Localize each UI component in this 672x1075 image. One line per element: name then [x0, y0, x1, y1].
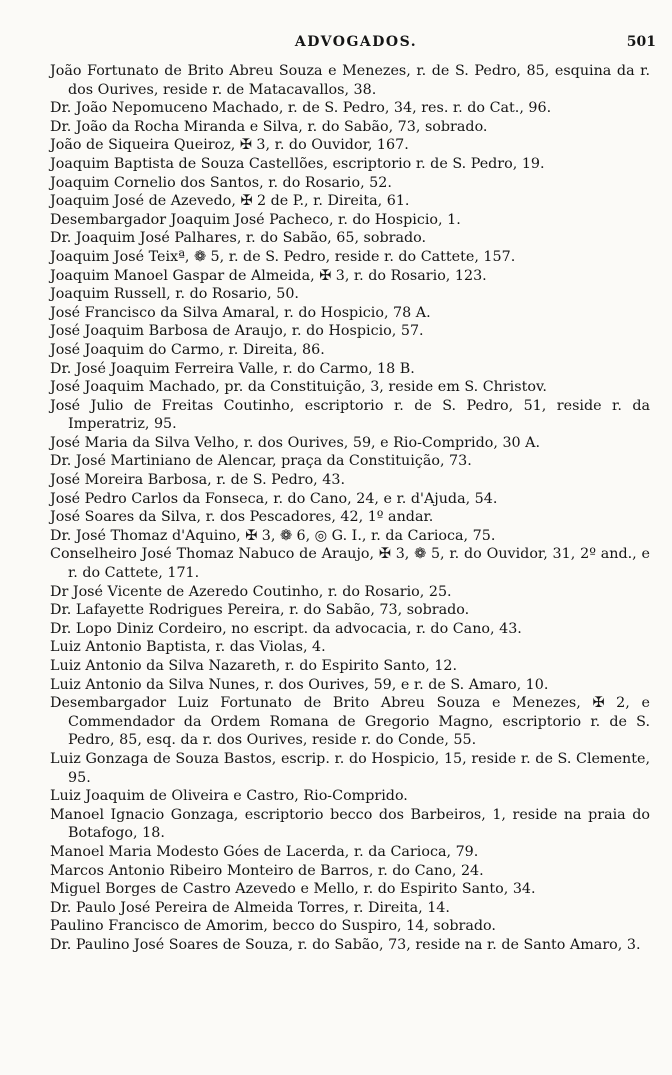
- list-item: José Joaquim Barbosa de Araujo, r. do Hospicio, 57.: [50, 323, 424, 340]
- list-item: Miguel Borges de Castro Azevedo e Mello, r. do Espirito Santo, 34.: [50, 881, 536, 898]
- list-item: José Francisco da Silva Amaral, r. do Hospicio, 78 A.: [50, 304, 431, 321]
- list-item: Luiz Joaquim de Oliveira e Castro, Rio-Comprido.: [50, 788, 408, 805]
- section-title: ADVOGADOS.: [294, 34, 418, 50]
- list-item: Dr. José Joaquim Ferreira Valle, r. do Carmo, 18 B.: [50, 360, 415, 377]
- list-item: Luiz Antonio da Silva Nunes, r. dos Ourives, 59, e r. de S. Amaro, 10.: [50, 676, 549, 693]
- page-header: [50, 34, 656, 56]
- lawyer-list: [50, 62, 650, 955]
- list-item: José Moreira Barbosa, r. de S. Pedro, 43.: [50, 472, 346, 489]
- list-item: João Fortunato de Brito Abreu Souza e Menezes, r. de S. Pedro, 85, esquina da r. dos Ourives, reside r. de Matacavallos, 38.: [50, 63, 650, 98]
- list-item: Conselheiro José Thomaz Nabuco de Araujo, ✠ 3, ❁ 5, r. do Ouvidor, 31, 2º and., e r. do Cattete, 171.: [50, 546, 650, 582]
- list-item: Luiz Antonio Baptista, r. das Violas, 4.: [50, 639, 326, 656]
- list-item: Manoel Maria Modesto Góes de Lacerda, r. da Carioca, 79.: [50, 843, 479, 860]
- list-item: José Joaquim do Carmo, r. Direita, 86.: [50, 341, 325, 358]
- list-item: Dr. Lopo Diniz Cordeiro, no escript. da advocacia, r. do Cano, 43.: [50, 620, 522, 637]
- list-item: Joaquim Cornelio dos Santos, r. do Rosario, 52.: [50, 174, 392, 191]
- list-item: Dr. João da Rocha Miranda e Silva, r. do Sabão, 73, sobrado.: [50, 118, 488, 135]
- list-item: Paulino Francisco de Amorim, becco do Suspiro, 14, sobrado.: [50, 918, 496, 935]
- list-item: Luiz Antonio da Silva Nazareth, r. do Espirito Santo, 12.: [50, 658, 458, 674]
- list-item: Desembargador Joaquim José Pacheco, r. do Hospicio, 1.: [50, 211, 461, 228]
- list-item: Dr. João Nepomuceno Machado, r. de S. Pedro, 34, res. r. do Cat., 96.: [50, 100, 552, 117]
- list-item: Joaquim José Teixª, ❁ 5, r. de S. Pedro, reside r. do Cattete, 157.: [50, 248, 516, 265]
- list-item: Joaquim Baptista de Souza Castellões, escriptorio r. de S. Pedro, 19.: [50, 155, 545, 172]
- directory-page: [50, 34, 656, 955]
- list-item: José Soares da Silva, r. dos Pescadores, 42, 1º andar.: [50, 509, 434, 526]
- list-item: Dr. Paulo José Pereira de Almeida Torres, r. Direita, 14.: [50, 899, 450, 916]
- list-item: Dr. José Thomaz d'Aquino, ✠ 3, ❁ 6, ◎ G. I., r. da Carioca, 75.: [50, 527, 496, 544]
- list-item: José Julio de Freitas Coutinho, escriptorio r. de S. Pedro, 51, reside r. da Imperatriz, 95.: [50, 397, 650, 433]
- list-item: Joaquim Russell, r. do Rosario, 50.: [50, 286, 299, 303]
- list-item: José Maria da Silva Velho, r. dos Ourives, 59, e Rio-Comprido, 30 A.: [50, 434, 541, 451]
- list-item: José Joaquim Machado, pr. da Constituição, 3, reside em S. Christov.: [50, 379, 547, 396]
- list-item: Dr. Lafayette Rodrigues Pereira, r. do Sabão, 73, sobrado.: [50, 602, 470, 619]
- list-item: Desembargador Luiz Fortunato de Brito Abreu Souza e Menezes, ✠ 2, e Commendador da Ordem Romana de Gregorio Magno, escriptorio r. de S. Pedro, 85, esq. da r. dos Ourives, reside r. do Conde, 55.: [50, 695, 650, 749]
- list-item: Dr José Vicente de Azeredo Coutinho, r. do Rosario, 25.: [50, 583, 452, 600]
- list-item: Dr. Paulino José Soares de Souza, r. do Sabão, 73, reside na r. de Santo Amaro, 3.: [50, 936, 641, 953]
- list-item: Dr. José Martiniano de Alencar, praça da Constituição, 73.: [50, 453, 472, 470]
- page-number: 501: [626, 34, 656, 50]
- list-item: Dr. Joaquim José Palhares, r. do Sabão, 65, sobrado.: [50, 230, 427, 247]
- list-item: Joaquim José de Azevedo, ✠ 2 de P., r. Direita, 61.: [50, 193, 410, 210]
- list-item: Luiz Gonzaga de Souza Bastos, escrip. r. do Hospicio, 15, reside r. de S. Clemente, 95.: [50, 750, 650, 786]
- list-item: Joaquim Manoel Gaspar de Almeida, ✠ 3, r. do Rosario, 123.: [50, 267, 487, 284]
- list-item: Manoel Ignacio Gonzaga, escriptorio becco dos Barbeiros, 1, reside na praia do Botafogo, 18.: [50, 806, 650, 842]
- list-item: Marcos Antonio Ribeiro Monteiro de Barros, r. do Cano, 24.: [50, 862, 484, 879]
- list-item: José Pedro Carlos da Fonseca, r. do Cano, 24, e r. d'Ajuda, 54.: [50, 490, 498, 507]
- list-item: João de Siqueira Queiroz, ✠ 3, r. do Ouvidor, 167.: [50, 137, 409, 154]
